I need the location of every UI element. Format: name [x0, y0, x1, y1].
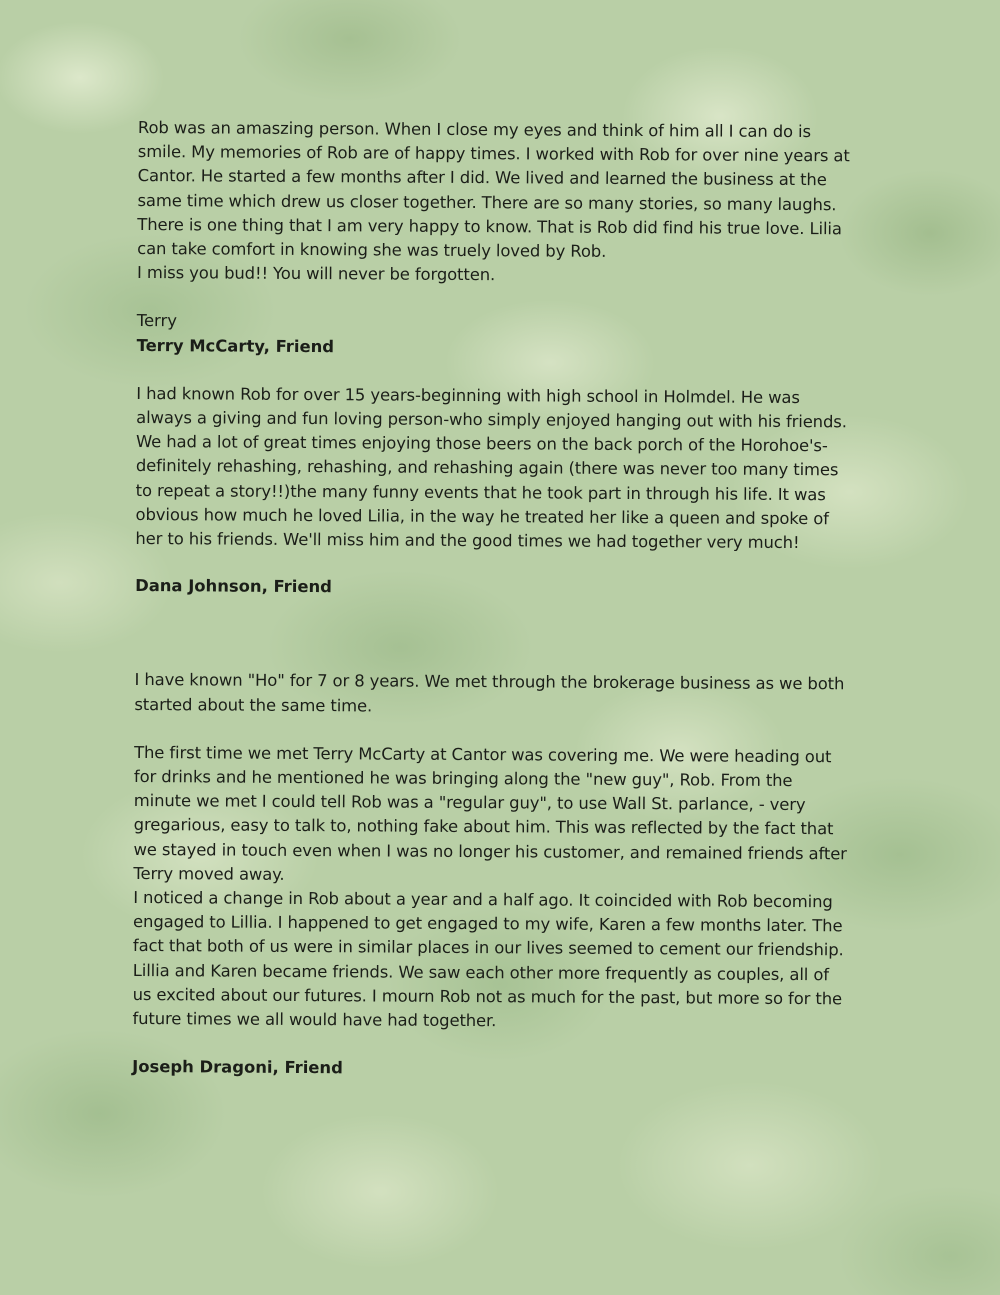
tribute-dana: [135, 382, 856, 603]
tribute-paragraph: I miss you bud!! You will never be forgotten.: [136, 263, 496, 285]
tribute-paragraph: I have known "Ho" for 7 or 8 years. We met through the brokerage business as we both started about the same time.: [134, 670, 845, 716]
tribute-paragraph: I noticed a change in Rob about a year and a half ago. It coincided with Rob becoming engaged to Lillia. I happened to get engaged to my wife, Karen a few months later. The fact that both of us were in similar places in our lives seemed to cement our friendship. Lillia and Karen became friends. We saw each other more frequently as couples, all of us excited about our futures. I mourn Rob not as much for the past, but more so for the future times we all would have had together.: [132, 888, 844, 1031]
tribute-paragraph: I had known Rob for over 15 years-beginning with high school in Holmdel. He was always a giving and fun loving person-who simply enjoyed hanging out with his friends. We had a lot of great times enjoying those beers on the back porch of the Horohoe's-definitely rehashing, rehashing, and rehashing again (there was never too many times to repeat a story!!)the many funny events that he took part in through his life. It was obvious how much he loved Lilia, in the way he treated her like a queen and spoke of her to his friends. We'll miss him and the good times we had together very much!: [135, 383, 847, 553]
tribute-joseph: [132, 668, 854, 1083]
author-name: Terry McCarty, Friend: [136, 335, 335, 356]
tribute-paragraph: The first time we met Terry McCarty at Cantor was covering me. We were heading out for drinks and he mentioned he was bringing along the "new guy", Rob. From the minute we met I could tell Rob was a "regular guy", to use Wall St. parlance, - very gregarious, easy to talk to, nothing fake about him. This was reflected by the fact that we stayed in touch even when I was no longer his customer, and remained friends after Terry moved away.: [133, 742, 847, 884]
signature: Terry: [136, 311, 178, 331]
spacer: [135, 598, 855, 672]
author-name: Joseph Dragoni, Friend: [132, 1057, 343, 1078]
tribute-terry: [137, 116, 858, 362]
author-name: Dana Johnson, Friend: [135, 576, 332, 597]
tribute-paragraph: Rob was an amaszing person. When I close my eyes and think of him all I can do is smile. My memories of Rob are of happy times. I worked with Rob for over nine years at Cantor. He started a few months after I did. We lived and learned the business at the same time which drew us closer together. There are so many stories, so many laughs. There is one thing that I am very happy to know. That is Rob did find his true love. Lilia can take comfort in knowing she was truely loved by Rob.: [137, 117, 850, 261]
tributes-page: [132, 116, 858, 1084]
